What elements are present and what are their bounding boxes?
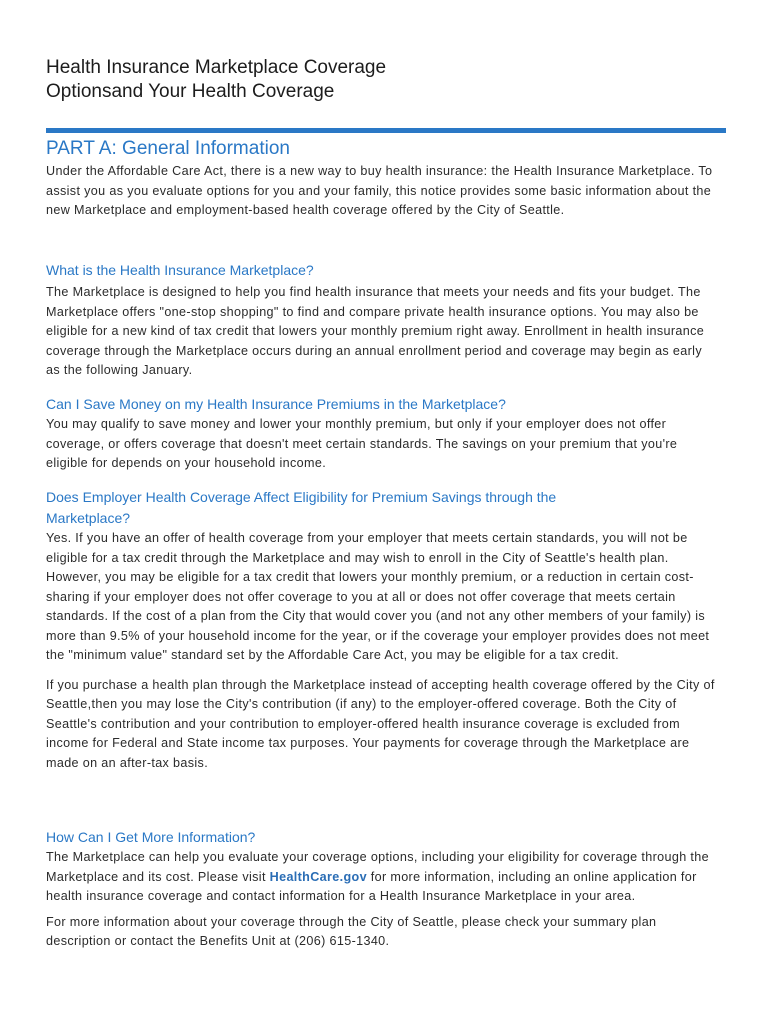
- intro-paragraph: Under the Affordable Care Act, there is a new way to buy health insurance: the Health Insurance Marketplace. To assist you as you evaluate options for you and your family, this notice provides some basic information about the new Marketplace and employment-based health coverage offered by the City of Seattle.: [46, 164, 713, 217]
- section-employer-coverage: [46, 487, 716, 773]
- section-heading: What is the Health Insurance Marketplace?: [46, 262, 314, 278]
- healthcare-gov-link[interactable]: HealthCare.gov: [269, 869, 367, 884]
- section-heading: Does Employer Health Coverage Affect Eligibility for Premium Savings through the Marketplace?: [46, 489, 557, 526]
- section-heading: Can I Save Money on my Health Insurance Premiums in the Marketplace?: [46, 396, 506, 412]
- section-more-information: [46, 827, 716, 952]
- section-paragraph: [46, 848, 716, 907]
- section-divider: [46, 128, 726, 133]
- document-title: [46, 56, 706, 104]
- section-paragraph: The Marketplace is designed to help you find health insurance that meets your needs and fits your budget. The Marketplace offers "one-stop shopping" to find and compare private health insurance options. You may also be eligible for a new kind of tax credit that lowers your monthly premium right away. Enrollment in health insurance coverage through the Marketplace occurs during an annual enrollment period and coverage may begin as early as the following January.: [46, 285, 705, 377]
- section-paragraph: Yes. If you have an offer of health coverage from your employer that meets certain standards, you will not be eligible for a tax credit through the Marketplace and may wish to enroll in the City of Seattle's health plan. However, you may be eligible for a tax credit that lowers your monthly premium, or a reduction in certain cost-sharing if your employer does not offer coverage to you at all or does not offer coverage that meets certain standards. If the cost of a plan from the City that would cover you (and not any other members of your family) is more than 9.5% of your household income for the year, or if the coverage your employer provides does not meet the "minimum value" standard set by the Affordable Care Act, you may be eligible for a tax credit.: [46, 531, 710, 662]
- section-heading: How Can I Get More Information?: [46, 829, 256, 845]
- text-before-link: The Marketplace can help you evaluate your coverage options, including your eligibility for coverage through the Marketplace and its cost. Please visit: [46, 850, 709, 884]
- part-heading: PART A: General Information: [46, 138, 290, 159]
- section-what-is-marketplace: [46, 260, 716, 381]
- intro-section: [46, 162, 716, 221]
- section-paragraph-2: For more information about your coverage through the City of Seattle, please check your summary plan description or contact the Benefits Unit at (206) 615-1340.: [46, 914, 657, 948]
- title-line-1: Health Insurance Marketplace Coverage: [46, 57, 387, 78]
- section-save-money: [46, 394, 716, 474]
- text-after-link: for more information, including an online application for health insurance coverage and contact information for a Health Insurance Marketplace in your area.: [46, 869, 697, 903]
- section-paragraph-2: If you purchase a health plan through the Marketplace instead of accepting health coverage offered by the City of Seattle,then you may lose the City's contribution (if any) to the employer-offered coverage. Both the City of Seattle's contribution and your contribution to employer-offered health insurance coverage is excluded from income for Federal and State income tax purposes. Your payments for coverage through the Marketplace are made on an after-tax basis.: [46, 677, 715, 770]
- section-paragraph: You may qualify to save money and lower your monthly premium, but only if your employer does not offer coverage, or offers coverage that doesn't meet certain standards. The savings on your premium that you're eligible for depends on your household income.: [46, 417, 678, 470]
- title-line-2: Optionsand Your Health Coverage: [46, 81, 335, 102]
